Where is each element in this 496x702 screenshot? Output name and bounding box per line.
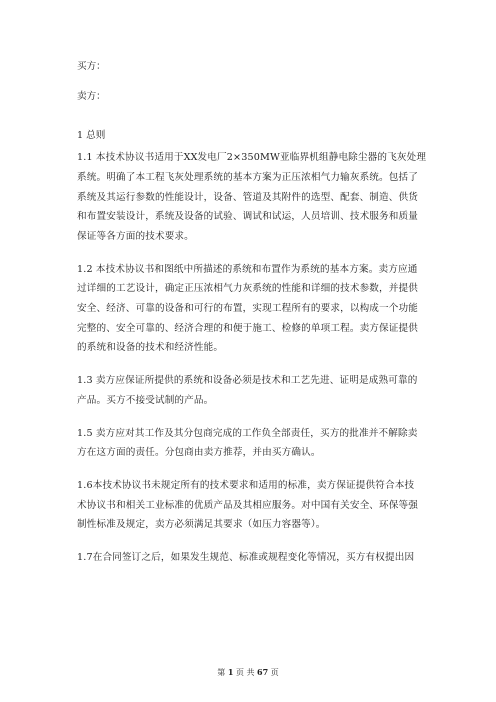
paragraph-line: 1.3 卖方应保证所提供的系统和设备必须是技术和工艺先进、证明是成熟可靠的 [77,375,418,387]
paragraph-line: 1.7在合同签订之后，如果发生规范、标准或规程变化等情况，买方有权提出因 [77,552,415,564]
seller-label: 卖方： [77,90,106,102]
paragraph-line: 安全、经济、可靠的设备和可行的布置，实现工程所有的要求，以构成一个功能 [77,303,419,315]
paragraph-line: 方在这方面的责任。分包商由卖方推荐，并由买方确认。 [77,447,321,459]
page-footer [0,666,496,679]
paragraph-line: 术协议书和相关工业标准的优质产品及其相应服务。对中国有关安全、环保等强 [77,499,419,511]
paragraph-line: 完整的、安全可靠的、经济合理的和便于施工、检修的单项工程。卖方保证提供 [77,322,419,334]
paragraph-line: 的系统和设备的技术和经济性能。 [77,342,224,354]
paragraph-line: 1.2 本技术协议书和图纸中所描述的系统和布置作为系统的基本方案。卖方应通 [77,263,418,275]
paragraph-line: 1.1 本技术协议书适用于XX发电厂2×350MW亚临界机组静电除尘器的飞灰处理 [77,152,427,164]
current-page-number: 1 [227,667,234,677]
paragraph-line: 1.5 卖方应对其工作及其分包商完成的工作负全部责任，买方的批准并不解除卖 [77,427,418,439]
footer-middle: 页 共 [235,668,255,677]
paragraph-line: 系统。明确了本工程飞灰处理系统的基本方案为正压浓相气力输灰系统。包括了 [77,171,419,183]
section-title: 1 总则 [77,130,106,142]
paragraph-line: 和布置安装设计，系统及设备的试验、调试和试运，人员培训、技术服务和质量 [77,211,419,223]
paragraph-1-7 [77,548,422,568]
paragraph-line: 保证等各方面的技术要求。 [77,230,194,242]
footer-prefix: 第 [217,668,226,677]
document-body [77,57,427,568]
footer-suffix: 页 [270,668,279,677]
paragraph-1-2 [77,260,422,359]
paragraph-line: 系统及其运行参数的性能设计，设备、管道及其附件的选型、配套、制造、供货 [77,191,419,203]
paragraph-line: 1.6本技术协议书未规定所有的技术要求和适用的标准，卖方保证提供符合本技 [77,479,415,491]
paragraph-line: 产品。买方不接受试制的产品。 [77,394,214,406]
paragraph-1-3 [77,371,422,410]
paragraph-1-5 [77,424,422,463]
paragraph-1-6 [77,476,422,535]
buyer-label: 买方： [77,61,106,72]
paragraph-line: 制性标准及规定，卖方必须满足其要求（如压力容器等）。 [77,519,326,531]
total-page-count: 67 [257,667,269,677]
paragraph-line: 过详细的工艺设计，确定正压浓相气力灰系统的性能和详细的技术参数，并提供 [77,283,419,295]
paragraph-1-1 [77,148,427,247]
